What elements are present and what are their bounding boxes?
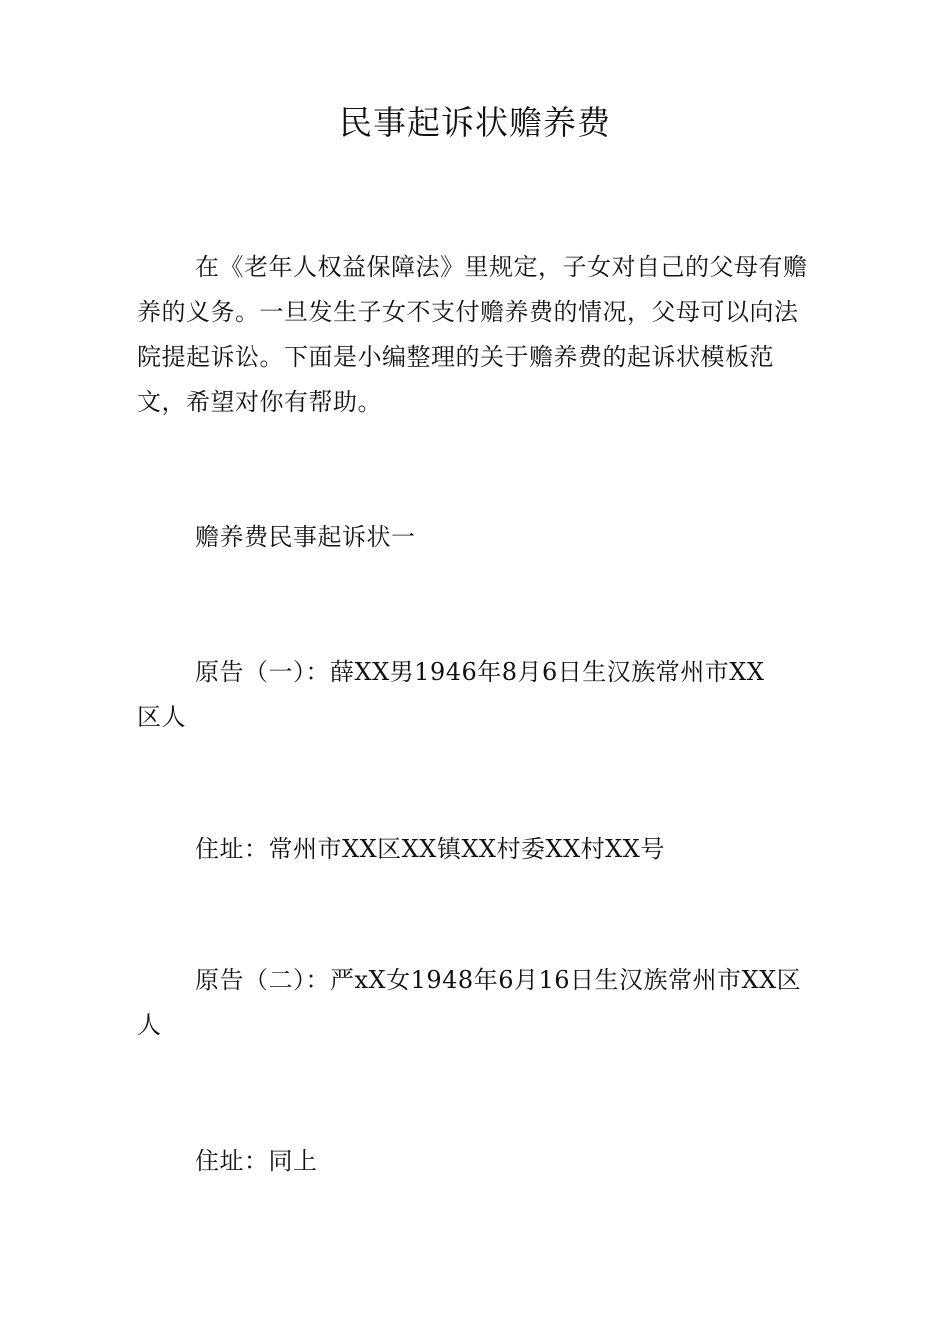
- intro-paragraph: 在《老年人权益保障法》里规定，子女对自己的父母有赡养的义务。一旦发生子女不支付赡养费的情况，父母可以向法院提起诉讼。下面是小编整理的关于赡养费的起诉状模板范文，希望对你有帮助。: [137, 253, 808, 416]
- document-title: 民事起诉状赡养费: [339, 103, 611, 142]
- plaintiff-two-address: 住址：同上: [195, 1147, 318, 1175]
- plaintiff-two-paragraph: 原告（二）：严xX女1948年6月16日生汉族常州市XX区人: [137, 966, 802, 1039]
- section-heading: 赡养费民事起诉状一: [195, 523, 416, 551]
- plaintiff-one-paragraph: 原告（一）：薛XX男1946年8月6日生汉族常州市XX区人: [137, 658, 765, 731]
- plaintiff-one-address: 住址：常州市XX区XX镇XX村委XX村XX号: [195, 835, 665, 863]
